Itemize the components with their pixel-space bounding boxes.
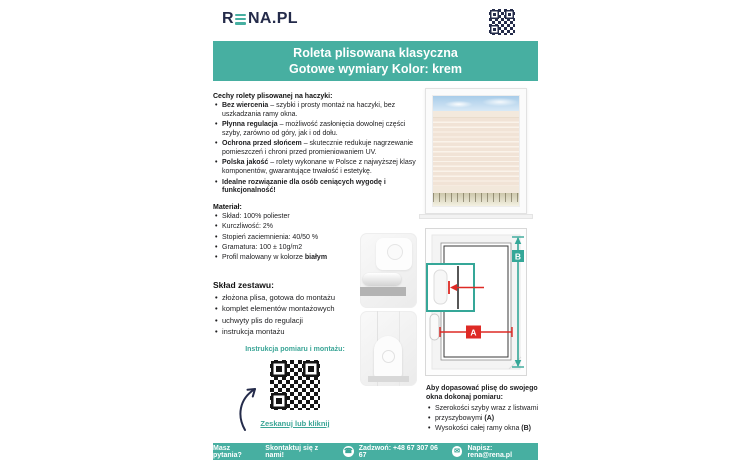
material-item-1: • Skład: 100% poliester — [213, 213, 425, 222]
instructions-heading: Instrukcja pomiaru i montażu: — [245, 346, 345, 353]
phone-icon: ☎ — [343, 448, 353, 455]
footer-cta: Skontaktuj się z nami! — [265, 444, 319, 459]
feature-item-1: • Bez wiercenia – szybki i prosty montaż na haczyki, bez uszkadzania ramy okna. — [213, 102, 425, 120]
label-a: A — [470, 327, 477, 338]
footer-phone[interactable]: Zadzwoń: +48 67 307 06 67 — [358, 444, 438, 459]
envelope-icon: ✉ — [452, 446, 463, 457]
brand-logo — [222, 10, 298, 28]
measure-heading: Aby dopasować plisę do swojego okna dokonaj pomiaru: — [426, 385, 538, 402]
product-title: Roleta plisowana klasyczna — [293, 46, 458, 60]
instructions-qr-code-icon[interactable] — [267, 357, 323, 413]
tree-line — [433, 193, 519, 202]
curved-arrow-icon — [238, 384, 264, 432]
measure-list — [426, 404, 540, 433]
contact-footer — [213, 443, 538, 460]
blind-bottom-rail — [433, 186, 519, 193]
features-list — [213, 102, 425, 196]
product-photo-window-blind — [425, 88, 527, 214]
footer-question: Masz pytania? — [213, 444, 242, 459]
detail-photo-mechanism — [360, 233, 417, 308]
kit-item-2: • komplet elementów montażowych — [213, 304, 425, 313]
measure-section — [426, 384, 540, 434]
kit-heading: Skład zestawu: — [213, 280, 274, 290]
logo-text-suffix: NA.PL — [247, 10, 298, 27]
material-item-2: • Kurczliwość: 2% — [213, 223, 425, 232]
label-b: B — [514, 251, 522, 262]
product-subtitle: Gotowe wymiary Kolor: krem — [289, 62, 462, 76]
sky-through-glass — [433, 96, 519, 111]
material-item-4: • Gramatura: 100 ± 10g/m2 — [213, 244, 425, 253]
material-heading: Materiał: — [213, 204, 242, 211]
logo-text-prefix: R — [222, 10, 234, 27]
window-sill — [419, 214, 533, 219]
logo-e-bars-icon — [235, 14, 246, 25]
kit-item-3: • uchwyty plis do regulacji — [213, 316, 425, 325]
kit-item-1: • złożona plisa, gotowa do montażu — [213, 293, 425, 302]
material-item-3: • Stopień zaciemnienia: 40/50 % — [213, 234, 425, 243]
feature-item-4: • Polska jakość – rolety wykonane w Polsce z najwyższej klasy komponentów, gwarantujące trwałość i estetykę. — [213, 159, 425, 177]
measure-item-3: • Wysokości całej ramy okna (B) — [426, 424, 540, 433]
measurement-diagram — [425, 228, 527, 376]
features-section — [213, 93, 425, 198]
pleated-blind-fabric — [433, 118, 519, 186]
scan-or-click-link[interactable]: Zeskanuj lub kliknij — [260, 419, 330, 428]
features-heading: Cechy rolety plisowanej na haczyki: — [213, 93, 333, 100]
material-item-5: • Profil malowany w kolorze białym — [213, 254, 425, 263]
blind-top-rail — [433, 111, 519, 118]
header-qr-code-icon — [487, 7, 517, 37]
measure-item-2: • przyszybowymi (A) — [426, 414, 540, 423]
kit-item-4: • instrukcja montażu — [213, 327, 425, 336]
title-banner — [213, 41, 538, 81]
detail-photo-bracket — [360, 311, 417, 386]
footer-email[interactable]: Napisz: rena@rena.pl — [467, 444, 513, 459]
feature-item-5: • Idealne rozwiązanie dla osób ceniących wygodę i funkcjonalność! — [213, 179, 425, 197]
feature-item-3: • Ochrona przed słońcem – skutecznie redukuje nagrzewanie pomieszczeń i chroni przed promieniowaniem UV. — [213, 140, 425, 158]
feature-item-2: • Płynna regulacja – możliwość zasłonięcia dowolnej części szyby, zarówno od góry, jak i od dołu. — [213, 121, 425, 139]
window-glass — [432, 95, 520, 207]
measure-item-1: • Szerokości szyby wraz z listwami — [426, 404, 540, 413]
